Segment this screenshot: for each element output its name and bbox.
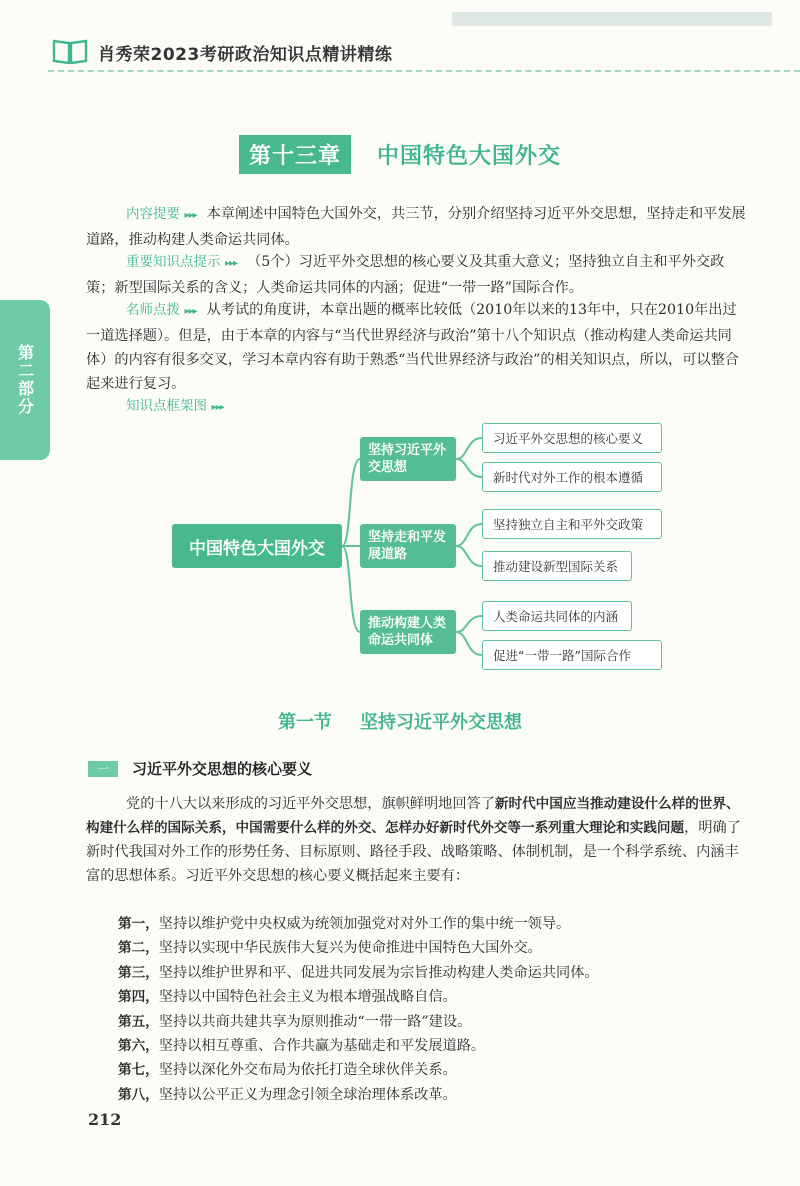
list-item: 第二，坚持以实现中华民族伟大复兴为使命推进中国特色大国外交。 — [118, 940, 542, 957]
open-book-icon — [52, 38, 88, 64]
header-divider — [48, 70, 800, 72]
mindmap-branch-1: 坚持习近平外交思想 — [360, 437, 456, 481]
framework-heading — [86, 394, 746, 420]
list-item: 第七，坚持以深化外交布局为依托打造全球伙伴关系。 — [118, 1062, 457, 1079]
arrows-icon: ▸▸▸ — [211, 402, 224, 413]
key-points-paragraph — [86, 250, 746, 300]
section-number: 第一节 — [278, 712, 332, 733]
summary-label: 内容提要 — [126, 206, 180, 222]
page-number: 212 — [88, 1110, 122, 1129]
mindmap-branch-3: 推动构建人类命运共同体 — [360, 610, 456, 654]
key-points-text: （5个）习近平外交思想的核心要义及其重大意义；坚持独立自主和平外交政策；新型国际关系的含义；人类命运共同体的内涵；促进“一带一路”国际合作。 — [86, 254, 725, 296]
core-points-list — [118, 912, 599, 1107]
arrows-icon: ▸▸▸ — [184, 210, 197, 221]
subsection-title: 习近平外交思想的核心要义 — [132, 760, 313, 778]
mindmap-leaf: 人类命运共同体的内涵 — [482, 601, 632, 631]
chapter-number: 第十三章 — [239, 135, 351, 174]
subsection-heading — [88, 758, 312, 779]
book-title: 肖秀荣2023考研政治知识点精讲精练 — [98, 45, 393, 65]
top-edge-bar — [452, 12, 772, 26]
list-item: 第四，坚持以中国特色社会主义为根本增强战略自信。 — [118, 989, 457, 1006]
body-text: ，明确了新时代我国对外工作的形势任务、目标原则、路径手段、战略策略、体制机制，是一个科学系统、内涵丰富的思想体系。习近平外交思想的核心要义概括起来主要有： — [86, 820, 741, 884]
body-paragraph — [86, 792, 746, 888]
list-item: 第一，坚持以维护党中央权威为统领加强党对对外工作的集中统一领导。 — [118, 916, 571, 932]
part-side-tab: 第二部分 — [0, 300, 50, 460]
list-item: 第六，坚持以相互尊重、合作共赢为基础走和平发展道路。 — [118, 1038, 486, 1055]
body-bold-text: 新时代中国应当推动建设什么样的世界、构建什么样的国际关系，中国需要什么样的外交、怎样办好新时代外交等一系列重大理论和实践问题 — [86, 796, 740, 836]
mindmap-leaf: 新时代对外工作的根本遵循 — [482, 462, 662, 492]
mindmap-leaf: 习近平外交思想的核心要义 — [482, 423, 662, 453]
section-heading — [0, 708, 800, 734]
key-points-label: 重要知识点提示 — [126, 254, 221, 270]
tips-paragraph — [86, 298, 746, 396]
chapter-heading — [0, 135, 800, 174]
page-header — [52, 30, 772, 70]
arrows-icon: ▸▸▸ — [225, 258, 238, 269]
summary-paragraph — [86, 202, 746, 252]
list-item: 第八，坚持以公平正义为理念引领全球治理体系改革。 — [118, 1086, 457, 1103]
body-text: 党的十八大以来形成的习近平外交思想，旗帜鲜明地回答了 — [126, 796, 495, 812]
arrows-icon: ▸▸▸ — [184, 306, 197, 317]
tips-label: 名师点拨 — [126, 302, 180, 318]
section-title: 坚持习近平外交思想 — [360, 712, 522, 733]
list-item: 第三，坚持以维护世界和平、促进共同发展为宗旨推动构建人类命运共同体。 — [118, 964, 599, 981]
mindmap-branch-2: 坚持走和平发展道路 — [360, 524, 456, 568]
list-item: 第五，坚持以共商共建共享为原则推动“一带一路”建设。 — [118, 1013, 472, 1030]
mindmap-leaf: 促进“一带一路”国际合作 — [482, 640, 662, 670]
mindmap-center: 中国特色大国外交 — [172, 524, 342, 568]
mindmap-leaf: 推动建设新型国际关系 — [482, 551, 632, 581]
mindmap-leaf: 坚持独立自主和平外交政策 — [482, 509, 662, 539]
summary-text: 本章阐述中国特色大国外交，共三节，分别介绍坚持习近平外交思想，坚持走和平发展道路，推动构建人类命运共同体。 — [86, 206, 746, 248]
subsection-mark: 一 — [88, 761, 118, 777]
tips-text: 从考试的角度讲，本章出题的概率比较低（2010年以来的13年中，只在2010年出过一道选择题）。但是，由于本章的内容与“当代世界经济与政治”第十八个知识点（推动构建人类命运共同体）的内容有很多交叉，学习本章内容有助于熟悉“当代世界经济与政治”的相关知识点，所以，可以整合起来进行复习。 — [86, 302, 739, 392]
chapter-title: 中国特色大国外交 — [377, 144, 562, 169]
framework-label: 知识点框架图 — [126, 398, 207, 414]
